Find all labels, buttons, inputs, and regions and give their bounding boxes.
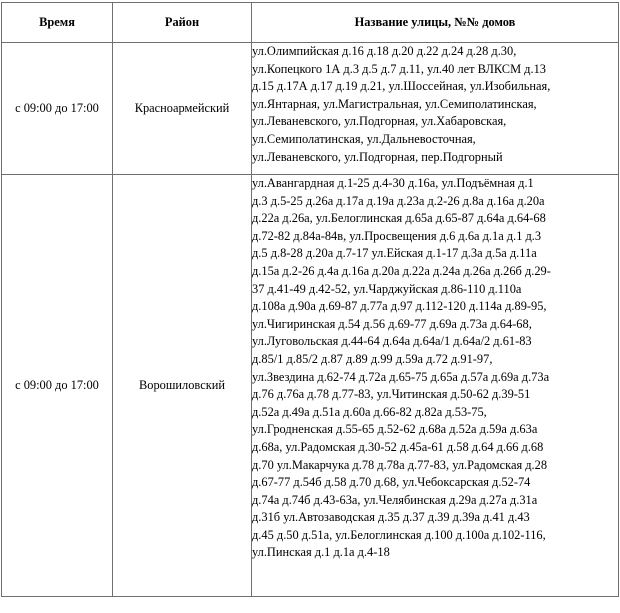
header-time: Время <box>2 3 113 43</box>
table-row <box>2 43 619 175</box>
street-line: ул.Леваневского, ул.Подгорная, пер.Подгорный <box>252 149 503 164</box>
street-line: д.68а, ул.Радомская д.30-52 д.45а-61 д.58 д.64 д.66 д.68 <box>252 439 544 454</box>
street-line: д.74а д.74б д.43-63а, ул.Челябинская д.29а д.27а д.31а <box>252 492 538 507</box>
street-line: ул.Авангардная д.1-25 д.4-30 д.16а, ул.Подъёмная д.1 <box>252 176 534 190</box>
street-line: д.31б ул.Автозаводская д.35 д.37 д.39 д.39а д.41 д.43 <box>252 510 530 525</box>
street-line: д.76 д.76а д.78 д.77-83, ул.Читинская д.50-62 д.39-51 <box>252 387 531 402</box>
street-line: д.108а д.90а д.69-87 д.77а д.97 д.112-120 д.114а д.89-95, <box>252 299 547 314</box>
street-line: ул.Леваневского, ул.Подгорная, ул.Хабаровская, <box>252 114 507 129</box>
street-line: д.3 д.5-25 д.26а д.17а д.19а д.23а д.2-26 д.8а д.16а д.20а <box>252 193 545 208</box>
outage-schedule-table <box>1 2 619 597</box>
table-header-row <box>2 3 619 43</box>
street-line: д.5 д.8-28 д.20а д.7-17 ул.Ейская д.1-17 д.3а д.5а д.11а <box>252 246 537 261</box>
street-line: ул.Семиполатинская, ул.Дальневосточная, <box>252 131 476 146</box>
street-line: ул.Олимпийская д.16 д.18 д.20 д.22 д.24 д.28 д.30, <box>252 44 517 58</box>
street-line: д.15 д.17А д.17 д.19 д.21, ул.Шоссейная, ул.Изобильная, <box>252 79 551 94</box>
row-streets-cell <box>252 175 619 597</box>
street-line: д.72-82 д.84а-84в, ул.Просвещения д.6 д.6а д.1а д.1 д.3 <box>252 228 542 243</box>
header-district: Район <box>113 3 252 43</box>
street-line: ул.Копецкого 1А д.3 д.5 д.7 д.11, ул.40 лет ВЛКСМ д.13 <box>252 61 546 76</box>
street-line: д.85/1 д.85/2 д.87 д.89 д.99 д.59а д.72 д.91-97, <box>252 351 493 366</box>
street-line: ул.Чигиринская д.54 д.56 д.69-77 д.69а д.73а д.64-68, <box>252 316 532 331</box>
street-line: ул.Гродненская д.55-65 д.52-62 д.68а д.52а д.59а д.63а <box>252 422 538 437</box>
row-streets-cell <box>252 43 619 175</box>
street-line: ул.Янтарная, ул.Магистральная, ул.Семиполатинская, <box>252 96 537 111</box>
street-line: д.45 д.50 д.51а, ул.Белоглинская д.100 д.100а д.102-116, <box>252 527 546 542</box>
street-line: д.52а д.49а д.51а д.60а д.66-82 д.82а д.53-75, <box>252 404 487 419</box>
street-line: д.67-77 д.54б д.58 д.70 д.68, ул.Чебоксарская д.52-74 <box>252 475 531 490</box>
row-time-cell: с 09:00 до 17:00 <box>2 43 113 175</box>
row-district-cell: Красноармейский <box>113 43 252 175</box>
street-line: ул.Пинская д.1 д.1а д.4-18 <box>252 545 390 560</box>
street-line: д.15а д.2-26 д.4а д.16а д.20а д.22а д.24а д.26а д.26б д.29- <box>252 263 551 278</box>
header-streets: Название улицы, №№ домов <box>252 3 619 43</box>
street-line: 37 д.41-49 д.42-52, ул.Чарджуйская д.86-110 д.110а <box>252 281 522 296</box>
street-line: ул.Луговольская д.44-64 д.64а д.64а/1 д.64а/2 д.61-83 <box>252 334 532 349</box>
street-line: д.22а д.26а, ул.Белоглинская д.65а д.65-87 д.64а д.64-68 <box>252 211 546 226</box>
row-time-cell: с 09:00 до 17:00 <box>2 175 113 597</box>
street-line: д.70 ул.Макарчука д.78 д.78а д.77-83, ул.Радомская д.28 <box>252 457 548 472</box>
row-district-cell: Ворошиловский <box>113 175 252 597</box>
table-row <box>2 175 619 597</box>
street-line: ул.Звездина д.62-74 д.72а д.65-75 д.65а д.57а д.69а д.73а <box>252 369 550 384</box>
